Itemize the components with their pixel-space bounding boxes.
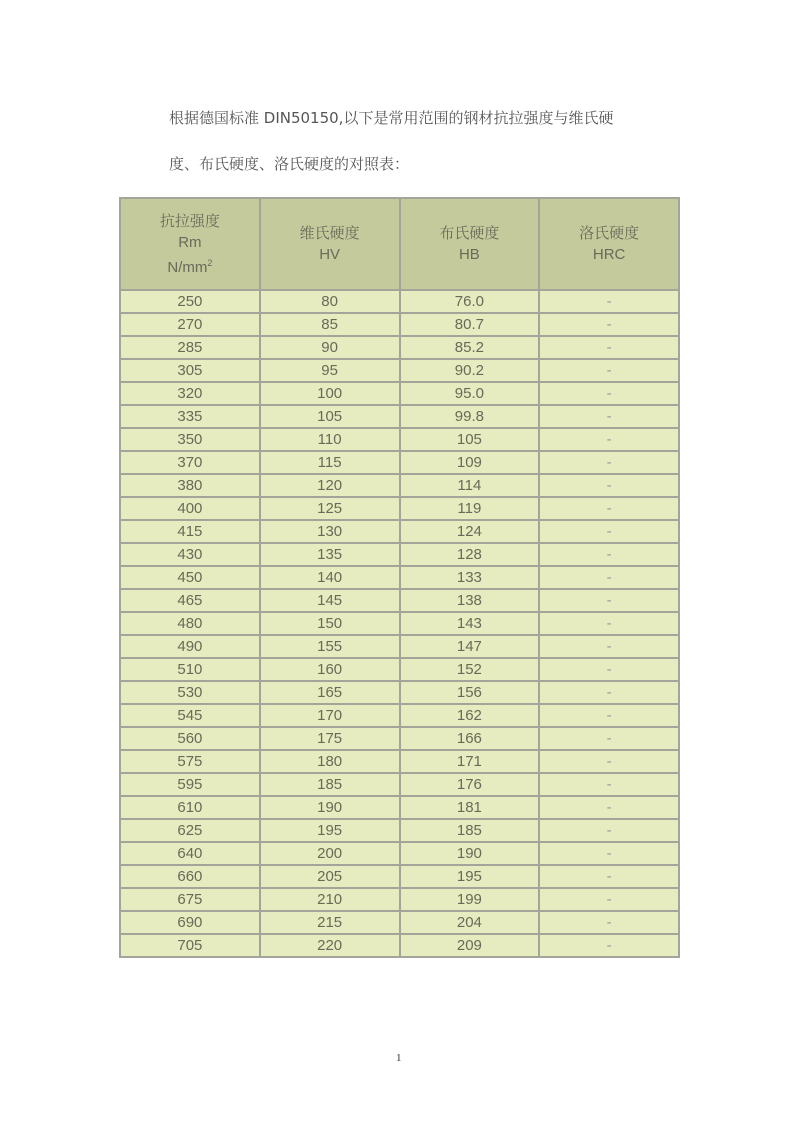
cell-brinell: 128 bbox=[400, 543, 540, 566]
cell-tensile-strength: 560 bbox=[120, 727, 260, 750]
page-number: 1 bbox=[396, 1052, 402, 1064]
cell-rockwell: - bbox=[539, 566, 679, 589]
cell-brinell: 105 bbox=[400, 428, 540, 451]
cell-brinell: 156 bbox=[400, 681, 540, 704]
table-row bbox=[120, 566, 679, 589]
table-body bbox=[120, 290, 679, 957]
cell-brinell: 166 bbox=[400, 727, 540, 750]
header-label-en: HV bbox=[319, 246, 341, 263]
cell-rockwell: - bbox=[539, 819, 679, 842]
cell-brinell: 176 bbox=[400, 773, 540, 796]
cell-rockwell: - bbox=[539, 336, 679, 359]
table-row bbox=[120, 520, 679, 543]
table-row bbox=[120, 704, 679, 727]
cell-brinell: 138 bbox=[400, 589, 540, 612]
cell-rockwell: - bbox=[539, 727, 679, 750]
intro-line-2: 度、布氏硬度、洛氏硬度的对照表： bbox=[169, 155, 410, 173]
cell-tensile-strength: 610 bbox=[120, 796, 260, 819]
cell-vickers: 115 bbox=[260, 451, 400, 474]
table-row bbox=[120, 290, 679, 313]
table-row bbox=[120, 589, 679, 612]
cell-tensile-strength: 705 bbox=[120, 934, 260, 957]
cell-vickers: 170 bbox=[260, 704, 400, 727]
cell-vickers: 185 bbox=[260, 773, 400, 796]
cell-vickers: 155 bbox=[260, 635, 400, 658]
table-row bbox=[120, 405, 679, 428]
cell-tensile-strength: 415 bbox=[120, 520, 260, 543]
cell-tensile-strength: 350 bbox=[120, 428, 260, 451]
cell-brinell: 76.0 bbox=[400, 290, 540, 313]
cell-vickers: 200 bbox=[260, 842, 400, 865]
cell-rockwell: - bbox=[539, 474, 679, 497]
table-row bbox=[120, 658, 679, 681]
cell-rockwell: - bbox=[539, 313, 679, 336]
cell-brinell: 181 bbox=[400, 796, 540, 819]
cell-vickers: 180 bbox=[260, 750, 400, 773]
cell-brinell: 171 bbox=[400, 750, 540, 773]
unit-text: N/mm bbox=[167, 258, 208, 276]
header-vickers bbox=[260, 198, 400, 290]
header-label-cn: 洛氏硬度 bbox=[579, 224, 640, 242]
cell-vickers: 210 bbox=[260, 888, 400, 911]
cell-brinell: 124 bbox=[400, 520, 540, 543]
table-row bbox=[120, 313, 679, 336]
cell-rockwell: - bbox=[539, 589, 679, 612]
cell-vickers: 215 bbox=[260, 911, 400, 934]
cell-tensile-strength: 380 bbox=[120, 474, 260, 497]
cell-tensile-strength: 465 bbox=[120, 589, 260, 612]
header-label-en: HB bbox=[458, 246, 480, 263]
cell-tensile-strength: 450 bbox=[120, 566, 260, 589]
header-unit bbox=[121, 253, 259, 278]
cell-tensile-strength: 490 bbox=[120, 635, 260, 658]
cell-vickers: 125 bbox=[260, 497, 400, 520]
cell-vickers: 205 bbox=[260, 865, 400, 888]
cell-brinell: 185 bbox=[400, 819, 540, 842]
cell-tensile-strength: 335 bbox=[120, 405, 260, 428]
cell-vickers: 105 bbox=[260, 405, 400, 428]
cell-vickers: 160 bbox=[260, 658, 400, 681]
cell-vickers: 90 bbox=[260, 336, 400, 359]
cell-vickers: 190 bbox=[260, 796, 400, 819]
cell-tensile-strength: 640 bbox=[120, 842, 260, 865]
cell-vickers: 120 bbox=[260, 474, 400, 497]
cell-rockwell: - bbox=[539, 497, 679, 520]
cell-tensile-strength: 530 bbox=[120, 681, 260, 704]
table-row bbox=[120, 934, 679, 957]
cell-brinell: 133 bbox=[400, 566, 540, 589]
cell-rockwell: - bbox=[539, 842, 679, 865]
cell-brinell: 114 bbox=[400, 474, 540, 497]
cell-tensile-strength: 690 bbox=[120, 911, 260, 934]
cell-rockwell: - bbox=[539, 612, 679, 635]
header-label-cn: 布氏硬度 bbox=[439, 224, 500, 242]
cell-tensile-strength: 480 bbox=[120, 612, 260, 635]
intro-paragraph bbox=[169, 106, 669, 176]
cell-tensile-strength: 660 bbox=[120, 865, 260, 888]
cell-rockwell: - bbox=[539, 543, 679, 566]
cell-vickers: 150 bbox=[260, 612, 400, 635]
cell-vickers: 85 bbox=[260, 313, 400, 336]
cell-brinell: 204 bbox=[400, 911, 540, 934]
cell-vickers: 100 bbox=[260, 382, 400, 405]
header-label-en: Rm bbox=[178, 233, 202, 251]
header-label-cn: 维氏硬度 bbox=[299, 224, 360, 242]
cell-tensile-strength: 430 bbox=[120, 543, 260, 566]
cell-brinell: 109 bbox=[400, 451, 540, 474]
cell-vickers: 130 bbox=[260, 520, 400, 543]
cell-brinell: 195 bbox=[400, 865, 540, 888]
table-row bbox=[120, 543, 679, 566]
cell-rockwell: - bbox=[539, 934, 679, 957]
header-tensile-strength bbox=[120, 198, 260, 290]
cell-rockwell: - bbox=[539, 750, 679, 773]
cell-brinell: 152 bbox=[400, 658, 540, 681]
table-row bbox=[120, 773, 679, 796]
cell-vickers: 140 bbox=[260, 566, 400, 589]
cell-vickers: 110 bbox=[260, 428, 400, 451]
table-row bbox=[120, 382, 679, 405]
table-row bbox=[120, 497, 679, 520]
cell-brinell: 80.7 bbox=[400, 313, 540, 336]
table-row bbox=[120, 681, 679, 704]
table-row bbox=[120, 359, 679, 382]
cell-rockwell: - bbox=[539, 888, 679, 911]
cell-rockwell: - bbox=[539, 658, 679, 681]
cell-vickers: 165 bbox=[260, 681, 400, 704]
table-row bbox=[120, 727, 679, 750]
cell-rockwell: - bbox=[539, 290, 679, 313]
cell-tensile-strength: 250 bbox=[120, 290, 260, 313]
unit-superscript: 2 bbox=[207, 257, 213, 268]
cell-rockwell: - bbox=[539, 428, 679, 451]
cell-rockwell: - bbox=[539, 681, 679, 704]
table-row bbox=[120, 796, 679, 819]
cell-vickers: 95 bbox=[260, 359, 400, 382]
cell-tensile-strength: 305 bbox=[120, 359, 260, 382]
cell-brinell: 199 bbox=[400, 888, 540, 911]
cell-vickers: 220 bbox=[260, 934, 400, 957]
cell-brinell: 119 bbox=[400, 497, 540, 520]
cell-brinell: 190 bbox=[400, 842, 540, 865]
cell-rockwell: - bbox=[539, 359, 679, 382]
cell-vickers: 135 bbox=[260, 543, 400, 566]
cell-vickers: 145 bbox=[260, 589, 400, 612]
cell-rockwell: - bbox=[539, 704, 679, 727]
table-row bbox=[120, 451, 679, 474]
cell-tensile-strength: 625 bbox=[120, 819, 260, 842]
table-row bbox=[120, 888, 679, 911]
cell-brinell: 90.2 bbox=[400, 359, 540, 382]
cell-rockwell: - bbox=[539, 382, 679, 405]
header-brinell bbox=[400, 198, 540, 290]
intro-line-1: 根据德国标准 DIN50150,以下是常用范围的钢材抗拉强度与维氏硬 bbox=[169, 109, 614, 127]
table-row bbox=[120, 865, 679, 888]
hardness-conversion-table bbox=[119, 197, 680, 958]
table-row bbox=[120, 336, 679, 359]
cell-tensile-strength: 320 bbox=[120, 382, 260, 405]
cell-vickers: 175 bbox=[260, 727, 400, 750]
cell-rockwell: - bbox=[539, 796, 679, 819]
header-label-cn: 抗拉强度 bbox=[159, 211, 220, 230]
table-row bbox=[120, 819, 679, 842]
cell-tensile-strength: 370 bbox=[120, 451, 260, 474]
cell-rockwell: - bbox=[539, 635, 679, 658]
cell-rockwell: - bbox=[539, 451, 679, 474]
header-label-en: HRC bbox=[592, 246, 626, 263]
cell-vickers: 195 bbox=[260, 819, 400, 842]
cell-tensile-strength: 575 bbox=[120, 750, 260, 773]
cell-brinell: 147 bbox=[400, 635, 540, 658]
cell-rockwell: - bbox=[539, 773, 679, 796]
table-row bbox=[120, 428, 679, 451]
cell-rockwell: - bbox=[539, 911, 679, 934]
table-row bbox=[120, 474, 679, 497]
cell-tensile-strength: 400 bbox=[120, 497, 260, 520]
table-row bbox=[120, 842, 679, 865]
table-row bbox=[120, 635, 679, 658]
cell-brinell: 95.0 bbox=[400, 382, 540, 405]
cell-brinell: 143 bbox=[400, 612, 540, 635]
table-row bbox=[120, 750, 679, 773]
header-rockwell bbox=[539, 198, 679, 290]
cell-brinell: 99.8 bbox=[400, 405, 540, 428]
cell-tensile-strength: 285 bbox=[120, 336, 260, 359]
cell-rockwell: - bbox=[539, 520, 679, 543]
table-row bbox=[120, 612, 679, 635]
cell-tensile-strength: 545 bbox=[120, 704, 260, 727]
cell-brinell: 162 bbox=[400, 704, 540, 727]
cell-tensile-strength: 595 bbox=[120, 773, 260, 796]
cell-brinell: 85.2 bbox=[400, 336, 540, 359]
cell-tensile-strength: 675 bbox=[120, 888, 260, 911]
cell-tensile-strength: 270 bbox=[120, 313, 260, 336]
cell-vickers: 80 bbox=[260, 290, 400, 313]
cell-brinell: 209 bbox=[400, 934, 540, 957]
cell-tensile-strength: 510 bbox=[120, 658, 260, 681]
cell-rockwell: - bbox=[539, 405, 679, 428]
cell-rockwell: - bbox=[539, 865, 679, 888]
table-header-row bbox=[120, 198, 679, 290]
table-row bbox=[120, 911, 679, 934]
